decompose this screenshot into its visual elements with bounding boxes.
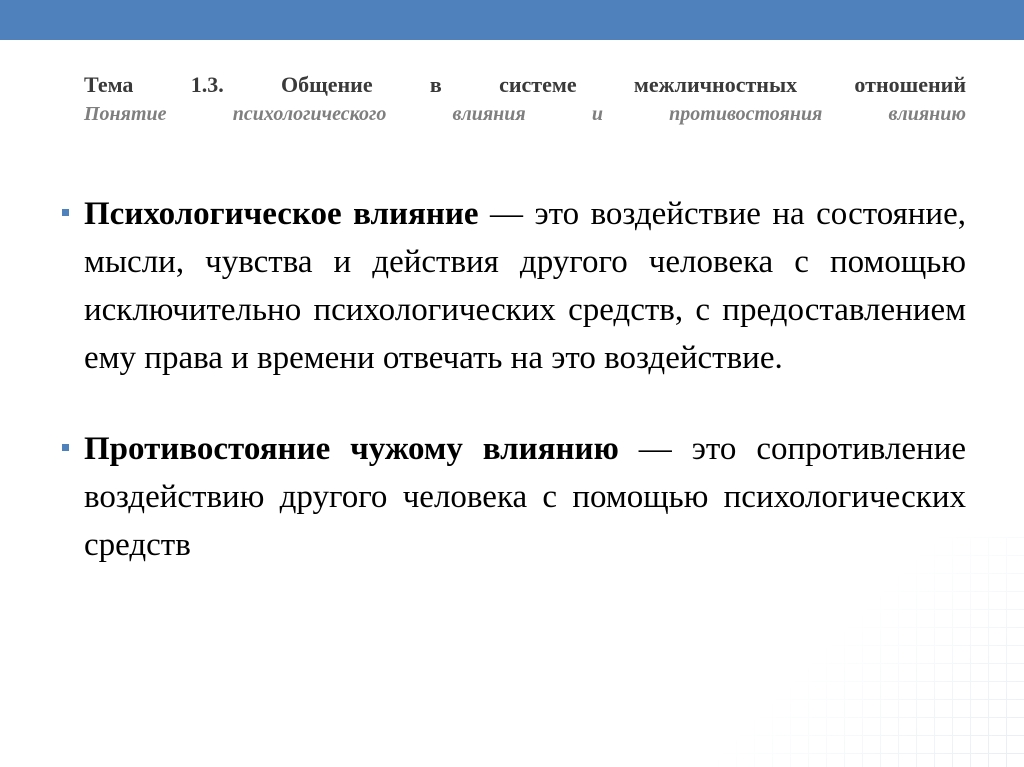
square-bullet-icon [62, 444, 69, 451]
bullet-item-resistance [58, 425, 966, 569]
bullet-term: Психологическое влияние [84, 196, 479, 232]
grid-background-decoration [664, 537, 1024, 767]
slide-content [58, 190, 966, 569]
square-bullet-icon [62, 209, 69, 216]
bullet-item-influence [58, 190, 966, 382]
top-accent-bar [0, 0, 1024, 40]
bullet-definition: — это воздействие на состояние, мысли, чувства и действия другого человека с помощью исключительно психологических средств, с предоставлением ему права и времени отвечать на это воздействие. [84, 196, 966, 376]
bullet-term: Противостояние чужому влиянию [84, 431, 619, 467]
slide-subtitle: Понятие психологического влияния и противостояния влиянию [84, 103, 966, 125]
bullet-definition: — это сопротивление воздействию другого человека с помощью психологических средств [84, 431, 966, 563]
slide-title: Тема 1.3. Общение в системе межличностных отношений [84, 72, 966, 97]
slide-header [84, 68, 966, 126]
